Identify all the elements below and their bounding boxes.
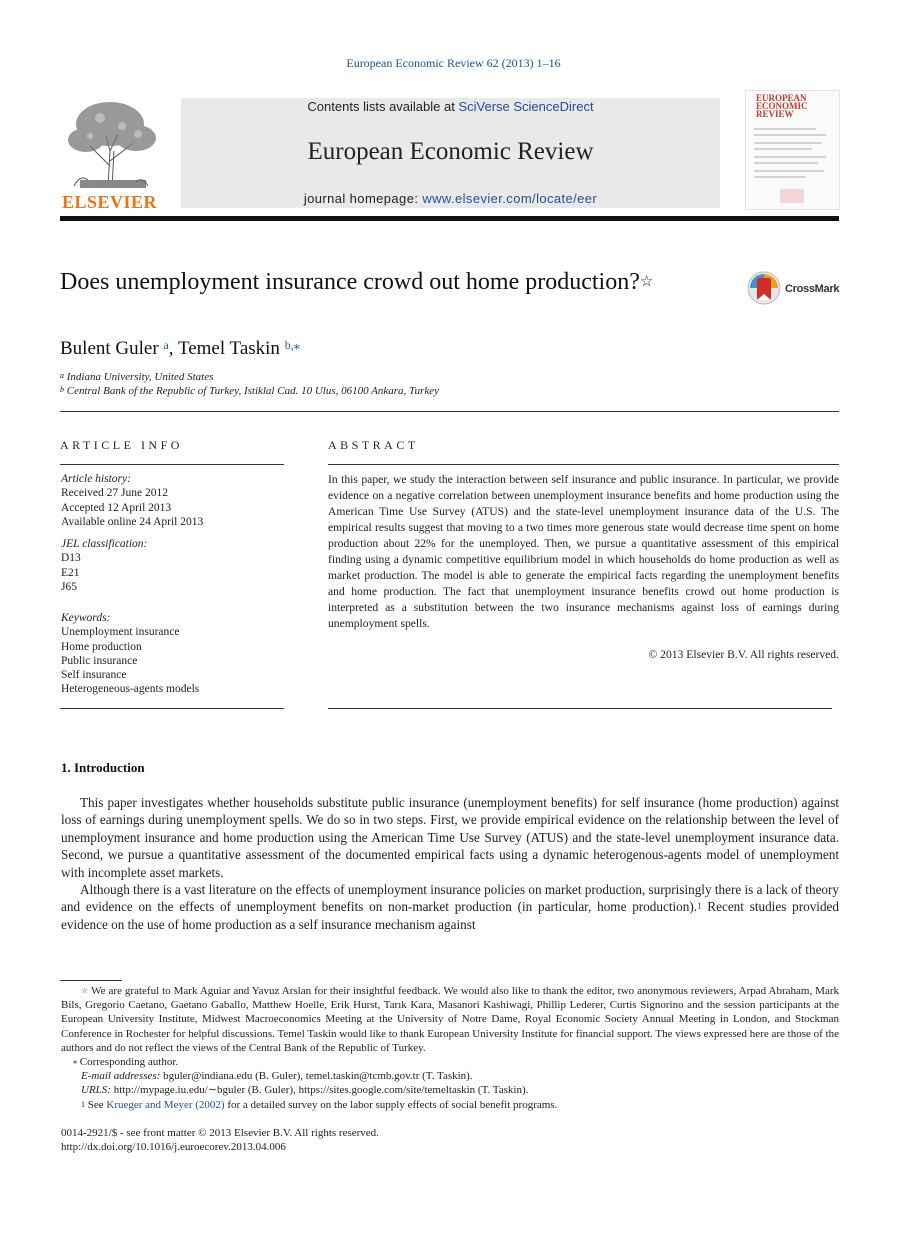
- jel-code: D13: [61, 552, 81, 565]
- footnote-urls: URLS: http://mypage.iu.edu/∼bguler (B. Guler), https://sites.google.com/site/temeltaskin (T. Taskin).: [81, 1084, 529, 1097]
- jel-classification: JEL classification: D13 E21 J65: [61, 538, 148, 593]
- author-separator: ,: [168, 338, 178, 359]
- history-item: Available online 24 April 2013: [61, 515, 204, 528]
- issn-line: 0014-2921/$ - see front matter © 2013 Elsevier B.V. All rights reserved.: [61, 1127, 379, 1139]
- journal-title: European Economic Review: [307, 138, 594, 165]
- author-affiliation-mark[interactable]: b,⁎: [284, 338, 300, 352]
- contents-line: [181, 99, 720, 114]
- footnote-rule: [60, 980, 122, 981]
- abstract-bottom-rule: [328, 708, 832, 709]
- footnote-acknowledgement: ☆ We are grateful to Mark Aguiar and Yavuz Arslan for their insightful feedback. We would also like to thank the editor, two anonymous reviewers, Arpad Abraham, Mark Bils, Gregorio Caetano, Gaetano Gaballo, Matthew Hoelle, Erik Hurst, Tarık Kara, Masanori Kashiwagi, Phillip Lederer, Curtis Signorino and the session participants at the European University Institute, Midwest Macroeconomics Meeting at the University of Notre Dame, Royal Economic Society Annual Meeting in London, and Stockman Conference in Rochester for helpful discussions. Temel Taskin would like to thank European University Institute for financial support. The views expressed here are those of the authors and do not reflect the views of the Central Bank of the Republic of Turkey.: [61, 985, 840, 1054]
- abstract-heading: ABSTRACT: [328, 438, 419, 452]
- paragraph: This paper investigates whether households substitute public insurance (unemployment benefits) for self insurance (home production) against loss of earnings during unemployment spells. We do so in two steps. First, we provide empirical evidence on the relationship between the level of unemployment insurance and home production using the American Time Use Survey (ATUS) and the state-level unemployment insurance data. Second, we pursue a quantitative assessment of the documented empirical facts using a dynamic heterogenous-agents model of unemployment with incomplete asset markets.: [61, 795, 839, 880]
- journal-citation[interactable]: European Economic Review 62 (2013) 1–16: [346, 56, 561, 70]
- journal-cover-thumbnail[interactable]: [745, 90, 840, 210]
- keyword[interactable]: Unemployment insurance: [61, 626, 180, 639]
- author-urls[interactable]: http://mypage.iu.edu/∼bguler (B. Guler), https://sites.google.com/site/temeltaskin (T. Taskin).: [110, 1084, 529, 1097]
- author-affiliation-mark[interactable]: a: [163, 338, 169, 352]
- journal-homepage-link[interactable]: www.elsevier.com/locate/eer: [422, 191, 598, 206]
- abstract-text: In this paper, we study the interaction between self insurance and public insurance. In particular, we provide evidence on a negative correlation between unemployment insurance benefits and home production using the American Time Use Survey (ATUS) and the state-level unemployment insurance data of the U.S. The empirical results suggest that moving to a two times more generous state would decrease time spent on home production about 22% for the unemployed. Then, we pursue a quantitative assessment of this empirical finding using a dynamic competitive equilibrium model in which households do home production as well as market production. The model is able to generate the empirical facts regarding the unemployment benefits and home production. The fact that unemployment insurance benefits crowd out home production is interpreted as a substitution between the two insurance mechanisms against loss of earnings during unemployment spells.: [328, 473, 839, 630]
- doi-link[interactable]: http://dx.doi.org/10.1016/j.euroecorev.2013.04.006: [61, 1141, 286, 1154]
- header-rule: [60, 216, 839, 221]
- keyword[interactable]: Heterogeneous-agents models: [61, 683, 200, 696]
- footnotes: [61, 984, 839, 1112]
- footnote-ref[interactable]: 1: [697, 901, 702, 912]
- footnote-1: $^1$ See Krueger and Meyer (2002) for a detailed survey on the labor supply effects of social benefit programs.: [81, 1098, 558, 1111]
- affiliation-a: $^a$ Indiana University, United States: [60, 371, 214, 383]
- crossmark-icon: [747, 270, 783, 306]
- keyword[interactable]: Self insurance: [61, 669, 127, 682]
- keyword[interactable]: Public insurance: [61, 654, 138, 667]
- jel-code: J65: [61, 580, 77, 593]
- title-footnote-mark[interactable]: ☆: [639, 274, 654, 290]
- keywords: Keywords: Unemployment insurance Home production Public insurance Self insurance Heterogeneous-agents models: [61, 612, 200, 696]
- crossmark-badge[interactable]: [747, 270, 847, 310]
- sciencedirect-link[interactable]: SciVerse ScienceDirect: [458, 99, 594, 114]
- history-item: Accepted 12 April 2013: [61, 501, 172, 514]
- abstract-copyright: © 2013 Elsevier B.V. All rights reserved.: [648, 648, 839, 661]
- elsevier-wordmark[interactable]: ELSEVIER: [62, 192, 158, 212]
- author-name[interactable]: Bulent Guler: [60, 338, 159, 359]
- publication-meta: [61, 1126, 379, 1154]
- article-info-bottom-rule: [60, 708, 284, 709]
- article-info-rule: [60, 464, 284, 465]
- footnote-corresponding: ⁎ Corresponding author.: [73, 1056, 179, 1069]
- affiliation-b: $^b$ Central Bank of the Republic of Turkey, Istiklal Cad. 10 Ulus, 06100 Ankara, Turkey: [60, 385, 439, 397]
- article-title: Does unemployment insurance crowd out home production?☆: [60, 269, 654, 295]
- body-text: [61, 794, 839, 933]
- contents-prefix: Contents lists available at: [307, 99, 459, 114]
- homepage-line: [181, 191, 720, 206]
- cover-title: EUROPEAN ECONOMIC REVIEW: [756, 93, 808, 119]
- section-title-introduction: 1. Introduction: [61, 760, 145, 775]
- email-addresses[interactable]: bguler@indiana.edu (B. Guler), temel.taskin@tcmb.gov.tr (T. Taskin).: [160, 1070, 473, 1083]
- keyword[interactable]: Home production: [61, 640, 142, 653]
- author-name[interactable]: Temel Taskin: [177, 338, 280, 359]
- reference-link[interactable]: Krueger and Meyer (2002): [106, 1098, 225, 1111]
- history-item: Received 27 June 2012: [61, 487, 168, 500]
- jel-code: E21: [61, 566, 80, 579]
- abstract-rule: [328, 464, 839, 465]
- article-history: Article history: Received 27 June 2012 Accepted 12 April 2013 Available online 24 April 2013: [61, 473, 204, 528]
- homepage-prefix: journal homepage:: [303, 191, 423, 206]
- author-list: [60, 338, 300, 360]
- paragraph: Although there is a vast literature on the effects of unemployment insurance policies on market production, surprisingly there is a lack of theory and evidence on the effects of unemployment benefits on non-market production (in particular, home production).$^1$ Recent studies provided evidence on the use of home production as a self insurance mechanism against: [61, 882, 839, 932]
- article-info-heading: ARTICLE INFO: [60, 438, 183, 452]
- title-divider: [60, 411, 839, 412]
- footnote-emails: E-mail addresses: bguler@indiana.edu (B. Guler), temel.taskin@tcmb.gov.tr (T. Taskin).: [81, 1070, 473, 1083]
- crossmark-label: CrossMark: [785, 283, 840, 295]
